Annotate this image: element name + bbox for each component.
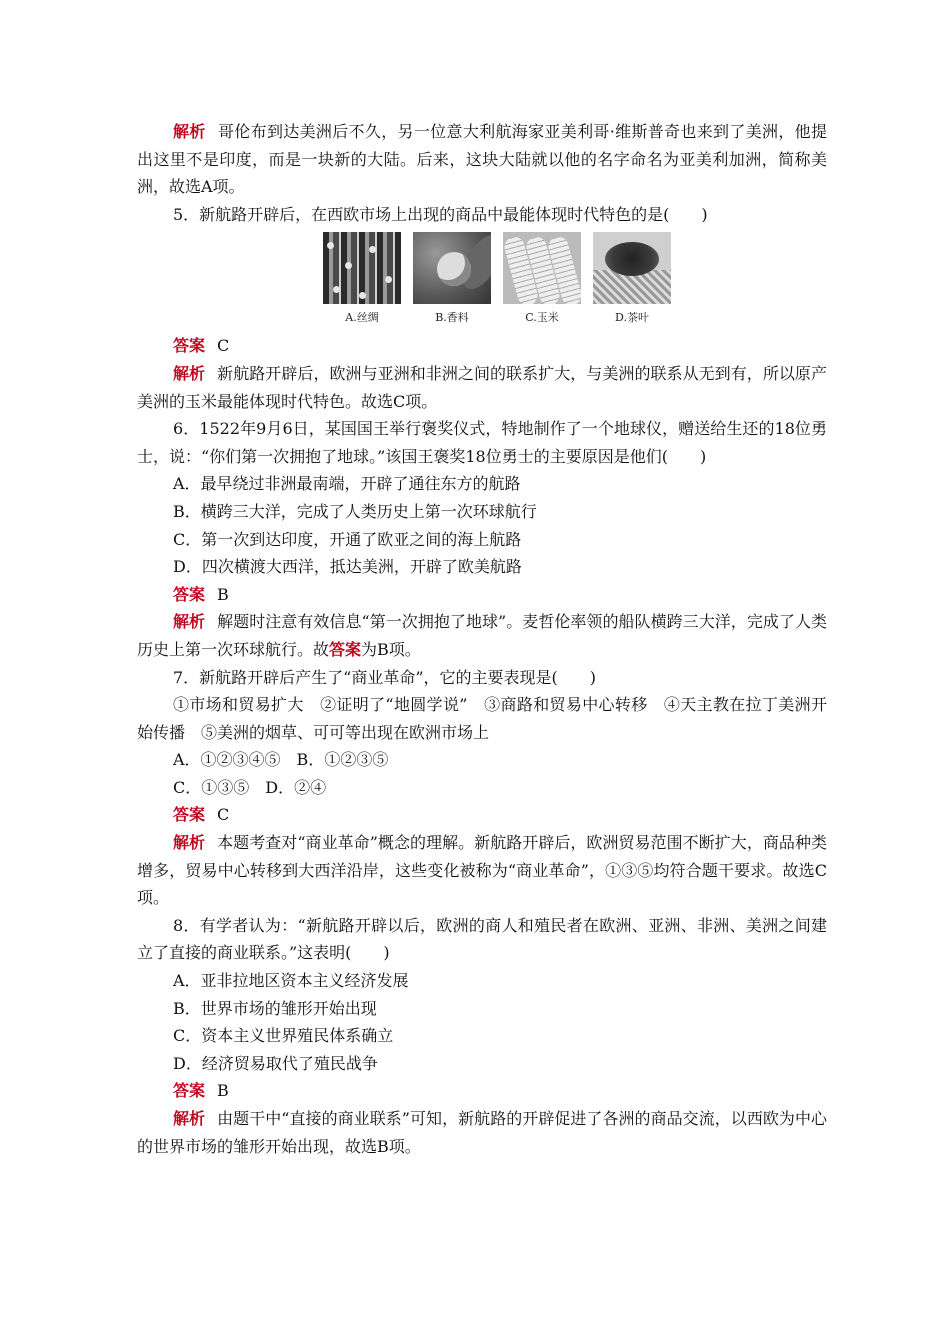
q5-analysis — [137, 360, 827, 415]
q8-answer — [137, 1077, 827, 1105]
analysis-text: 本题考查对“商业革命”概念的理解。新航路开辟后，欧洲贸易范围不断扩大，商品种类增多，贸易中心转移到大西洋沿岸，这些变化被称为“商业革命”，①③⑤均符合题干要求。故选C项。 — [137, 833, 827, 908]
tea-image — [593, 232, 671, 304]
analysis-label: 解析 — [173, 612, 206, 632]
analysis-text: 由题干中“直接的商业联系”可知，新航路的开辟促进了各洲的商品交流，以西欧为中心的世界市场的雏形开始出现，故选B项。 — [137, 1109, 827, 1156]
figure-caption: D.茶叶 — [615, 311, 649, 325]
analysis-text: 新航路开辟后，欧洲与亚洲和非洲之间的联系扩大，与美洲的联系从无到有，所以原产美洲的玉米最能体现时代特色。故选C项。 — [137, 363, 827, 411]
answer-value: C — [217, 336, 230, 356]
q6-analysis — [137, 608, 827, 663]
q6-option-a: A．最早绕过非洲最南端，开辟了通往东方的航路 — [173, 474, 521, 494]
q5-figure-row — [167, 232, 827, 326]
analysis-label: 解析 — [173, 363, 206, 383]
q6-stem: 6．1522年9月6日，某国国王举行褒奖仪式，特地制作了一个地球仪，赠送给生还的18位勇士，说：“你们第一次拥抱了地球。”该国王褒奖18位勇士的主要原因是他们( ) — [137, 419, 827, 466]
answer-label: 答案 — [173, 336, 206, 356]
analysis-label: 解析 — [173, 122, 206, 141]
q8-option-a: A．亚非拉地区资本主义经济发展 — [173, 971, 409, 991]
answer-label: 答案 — [173, 805, 206, 825]
analysis-text-end: 为B项。 — [361, 639, 421, 659]
q6-answer — [137, 581, 827, 609]
analysis-label: 解析 — [173, 833, 206, 853]
q6-option-d: D．四次横渡大西洋，抵达美洲，开辟了欧美航路 — [173, 557, 522, 577]
answer-value: C — [217, 805, 230, 825]
q7-options-line1: A．①②③④⑤ B．①②③⑤ — [173, 750, 389, 770]
figure-caption: A.丝绸 — [345, 311, 379, 325]
q7-analysis — [137, 829, 827, 912]
silk-image — [323, 232, 401, 304]
q7-stem: 7．新航路开辟后产生了“商业革命”，它的主要表现是( ) — [173, 667, 597, 687]
figure-a — [323, 232, 401, 326]
answer-label: 答案 — [173, 584, 206, 604]
answer-value: B — [217, 584, 229, 604]
figure-caption: B.香料 — [435, 311, 469, 325]
q5-answer — [137, 332, 827, 360]
q7-answer — [137, 801, 827, 829]
analysis-label: 解析 — [173, 1109, 206, 1128]
figure-b — [413, 232, 491, 326]
q7-options-line2: C．①③⑤ D．②④ — [173, 777, 327, 797]
q6-option-b: B．横跨三大洋，完成了人类历史上第一次环球航行 — [173, 501, 537, 521]
analysis-text: 哥伦布到达美洲后不久，另一位意大利航海家亚美利哥·维斯普奇也来到了美洲，他提出这里不是印度，而是一块新的大陆。后来，这块大陆就以他的名字命名为亚美利加洲，简称美洲，故选A项。 — [137, 122, 827, 197]
figure-c — [503, 232, 581, 326]
corn-image — [503, 232, 581, 304]
q6-option-c: C．第一次到达印度，开通了欧亚之间的海上航路 — [173, 529, 522, 549]
answer-value: B — [217, 1081, 229, 1101]
answer-label: 答案 — [173, 1081, 206, 1101]
q8-option-d: D．经济贸易取代了殖民战争 — [173, 1053, 378, 1073]
q4-analysis — [137, 118, 827, 201]
inline-answer-word: 答案 — [329, 639, 362, 659]
q7-items: ①市场和贸易扩大 ②证明了“地圆学说” ③商路和贸易中心转移 ④天主教在拉丁美洲开始传播 ⑤美洲的烟草、可可等出现在欧洲市场上 — [137, 695, 827, 742]
analysis-text: 解题时注意有效信息“第一次拥抱了地球”。麦哲伦率领的船队横跨三大洋，完成了人类历史上第一次环球航行。故 — [137, 612, 827, 659]
q5-stem: 5．新航路开辟后，在西欧市场上出现的商品中最能体现时代特色的是( ) — [173, 204, 708, 224]
figure-caption: C.玉米 — [525, 311, 559, 325]
figure-d — [593, 232, 671, 326]
q8-stem: 8．有学者认为：“新航路开辟以后，欧洲的商人和殖民者在欧洲、亚洲、非洲、美洲之间建立了直接的商业联系。”这表明( ) — [137, 915, 827, 963]
q8-option-b: B．世界市场的雏形开始出现 — [173, 998, 377, 1018]
q8-analysis — [137, 1105, 827, 1160]
spice-image — [413, 232, 491, 304]
document-page — [137, 118, 827, 1160]
q8-option-c: C．资本主义世界殖民体系确立 — [173, 1026, 394, 1046]
